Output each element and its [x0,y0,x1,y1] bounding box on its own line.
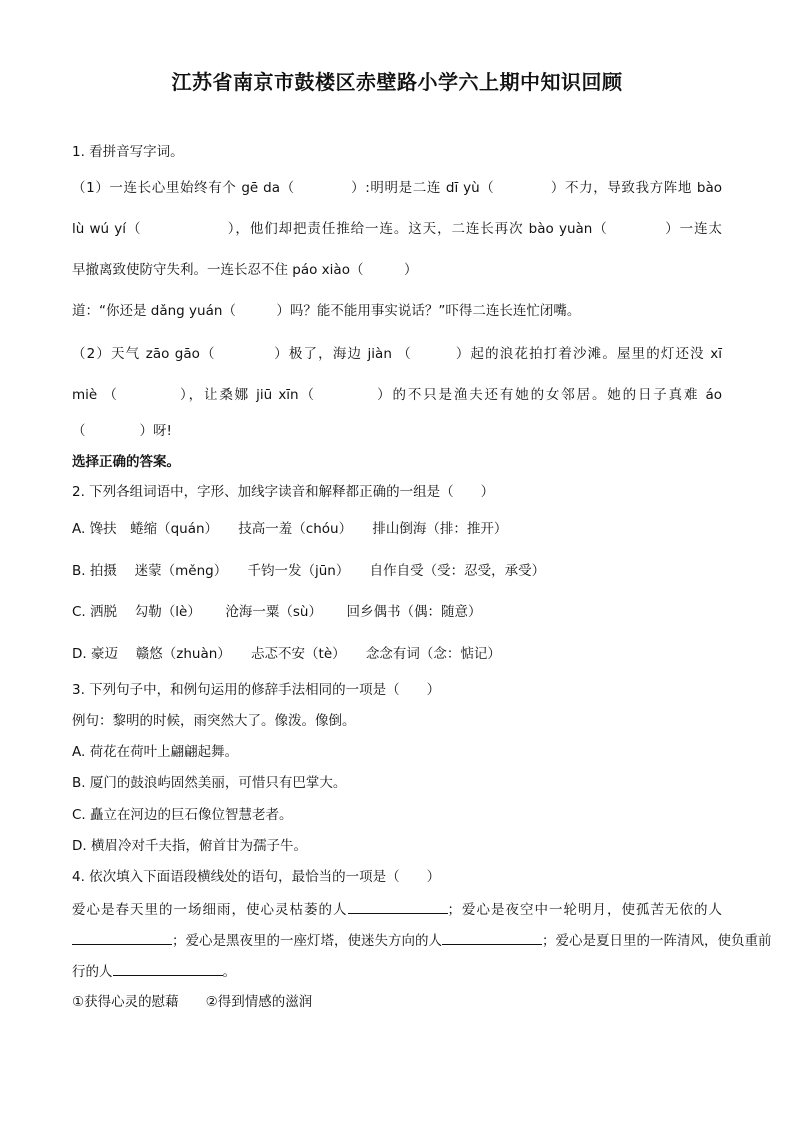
q3-example: 例句：黎明的时候，雨突然大了。像泼。像倒。 [72,713,356,729]
q4-passage-line2 [72,930,772,951]
q4-passage-text: 行的人 [72,964,113,980]
q1-p1-line2: lù wú yí（ ），他们却把责任推给一连。这天，二连长再次 bào yuàn（ ）一连太 [72,221,722,237]
q4-passage-line3 [72,961,722,982]
q2-option-a: A. 馋扶 蜷缩（quán） 技高一羞（chóu） 排山倒海（排：推开） [72,521,508,537]
q4-passage-text: ；爱心是夜空中一轮明月，使孤苦无依的人 [447,902,722,918]
section-heading: 选择正确的答案。 [72,454,180,470]
q4-passage-line1 [72,899,722,920]
q2-option-c: C. 洒脱 勾勒（lè） 沧海一粟（sù） 回乡偶书（偶：随意） [72,604,482,620]
q1-p1-line4: 道：“你还是 dǎng yuán（ ）吗？能不能用事实说话？”吓得二连长连忙闭嘴。 [72,303,581,319]
q1-p2-line1: （2）天气 zāo gāo（ ）极了，海边 jiàn （ ）起的浪花拍打着沙滩。屋里的灯还没 xī [72,346,722,362]
q4-stem: 4. 依次填入下面语段横线处的语句，最恰当的一项是（ ） [72,869,441,885]
q4-options: ①获得心灵的慰藉 ②得到情感的滋润 [72,994,313,1010]
q3-option-a: A. 荷花在荷叶上翩翩起舞。 [72,744,239,760]
q1-p2-line3: （ ）呀! [72,423,172,439]
q4-passage-text: ；爱心是黑夜里的一座灯塔，使迷失方向的人 [172,933,442,949]
q2-option-d: D. 豪迈 赣悠（zhuàn） 忐忑不安（tè） 念念有词（念：惦记） [72,646,501,662]
answer-blank[interactable] [72,930,172,945]
q1-p1-line3: 早撤离致使防守失利。一连长忍不住 páo xiào（ ） [72,262,418,278]
q3-option-b: B. 厦门的鼓浪屿固然美丽，可惜只有巴掌大。 [72,775,347,791]
answer-blank[interactable] [348,899,448,914]
q2-stem: 2. 下列各组词语中，字形、加线字读音和解释都正确的一组是（ ） [72,484,495,500]
q1-p2-line2: miè （ ），让桑娜 jiū xīn（ ）的不只是渔夫还有她的女邻居。她的日子真难 áo [72,387,722,403]
q3-stem: 3. 下列句子中，和例句运用的修辞手法相同的一项是（ ） [72,682,441,698]
q4-passage-text: 爱心是春天里的一场细雨，使心灵枯萎的人 [72,902,348,918]
answer-blank[interactable] [442,930,542,945]
q4-passage-text: 。 [222,964,236,980]
answer-blank[interactable] [113,961,223,976]
q3-option-d: D. 横眉冷对千夫指，俯首甘为孺子牛。 [72,838,307,854]
page-title: 江苏省南京市鼓楼区赤壁路小学六上期中知识回顾 [171,70,623,94]
q1-heading: 1. 看拼音写字词。 [72,144,184,160]
q3-option-c: C. 矗立在河边的巨石像位智慧老者。 [72,807,293,823]
q1-p1-line1: （1）一连长心里始终有个 gē da（ ）:明明是二连 dī yù（ ）不力，导致我方阵地 bào [72,180,722,196]
q2-option-b: B. 拍摄 迷蒙（měng） 千钧一发（jūn） 自作自受（受：忍受，承受） [72,563,546,579]
q4-passage-text: ；爱心是夏日里的一阵清风，使负重前 [542,933,772,949]
